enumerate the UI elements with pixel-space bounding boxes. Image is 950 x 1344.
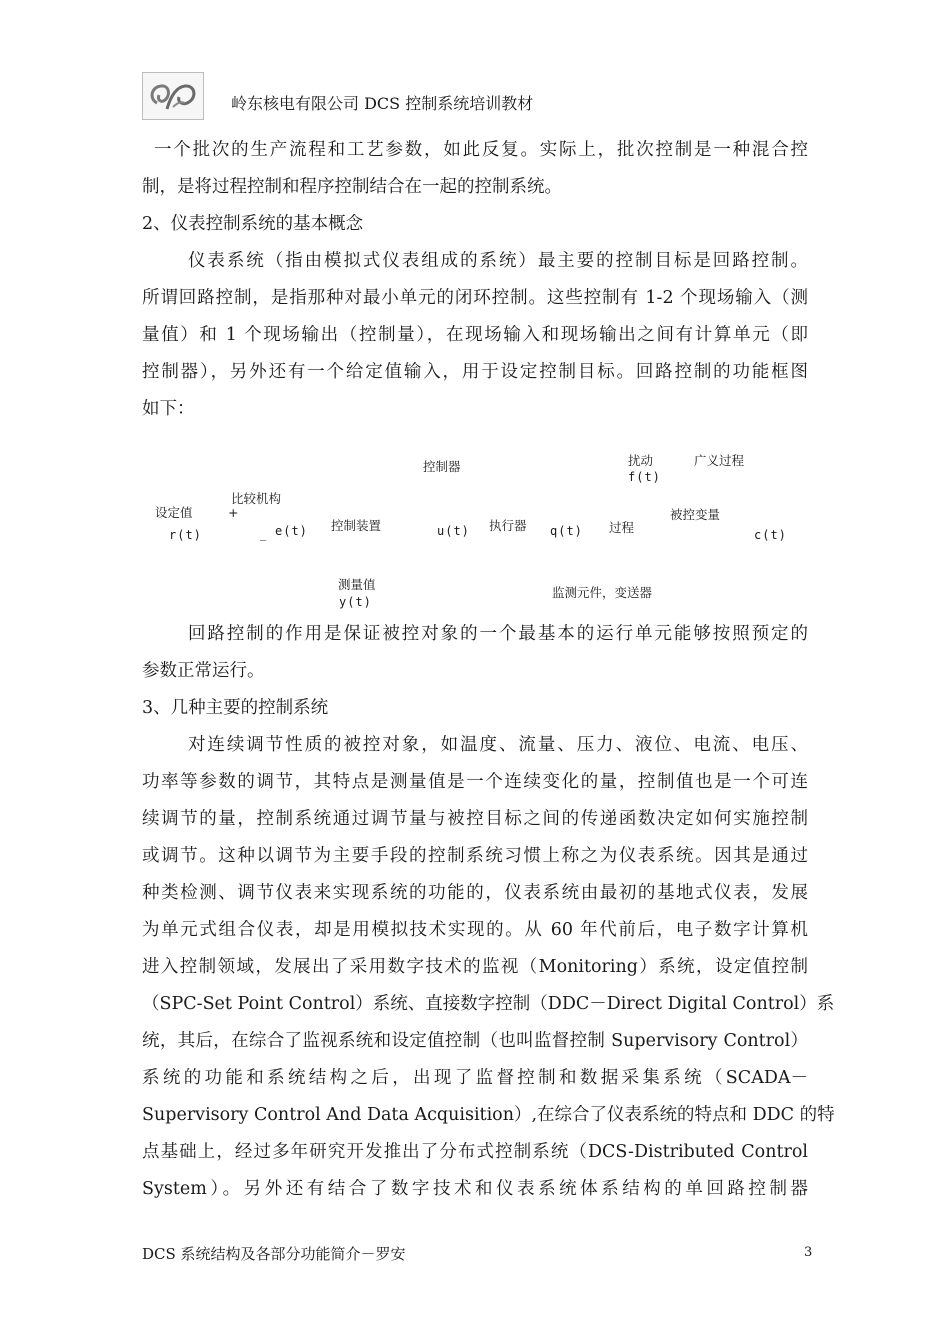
text-line: 所谓回路控制，是指那种对最小单元的闭环控制。这些控制有 1-2 个现场输入（测 <box>142 288 808 308</box>
text-line: 续调节的量，控制系统通过调节量与被控目标之间的传递函数决定如何实施控制 <box>142 809 808 829</box>
text-line: 进入控制领域，发展出了采用数字技术的监视（Monitoring）系统，设定值控制 <box>142 957 808 977</box>
text-line: （SPC-Set Point Control）系统、直接数字控制（DDC－Direct Digital Control）系 <box>142 994 835 1014</box>
text-line: 制，是将过程控制和程序控制结合在一起的控制系统。 <box>142 177 562 197</box>
text-line: 仪表系统（指由模拟式仪表组成的系统）最主要的控制目标是回路控制。 <box>188 251 808 271</box>
header-title: 岭东核电有限公司 DCS 控制系统培训教材 <box>231 94 534 113</box>
section-heading: 2、仪表控制系统的基本概念 <box>142 214 364 234</box>
actuator-label: 执行器 <box>489 518 527 533</box>
plus-sign: + <box>228 505 239 520</box>
company-logo <box>142 72 204 120</box>
text-line: 统，其后，在综合了监视系统和设定值控制（也叫监督控制 Supervisory Control） <box>142 1031 808 1051</box>
text-line: 功率等参数的调节，其特点是测量值是一个连续变化的量，控制值也是一个可连 <box>142 772 808 792</box>
text-line: Supervisory Control And Data Acquisition）,在综合了仪表系统的特点和 DDC 的特 <box>142 1105 835 1125</box>
sensor-transmitter-label: 监测元件，变送器 <box>552 585 653 600</box>
text-line: 系统的功能和系统结构之后，出现了监督控制和数据采集系统（SCADA－ <box>142 1068 808 1088</box>
process-label: 过程 <box>609 520 635 535</box>
section-heading: 3、几种主要的控制系统 <box>142 698 329 718</box>
text-line: 一个批次的生产流程和工艺参数，如此反复。实际上，批次控制是一种混合控 <box>154 140 808 160</box>
measured-value-label: 测量值 <box>338 577 376 592</box>
setpoint-symbol: r(t) <box>169 528 202 542</box>
controlled-variable-label: 被控变量 <box>670 507 721 522</box>
error-symbol: e(t) <box>275 524 308 538</box>
text-line: 如下： <box>142 399 195 419</box>
text-line: 控制器），另外还有一个给定值输入，用于设定控制目标。回路控制的功能框图 <box>142 362 808 382</box>
text-line: 参数正常运行。 <box>142 661 265 681</box>
text-line: 或调节。这种以调节为主要手段的控制系统习惯上称之为仪表系统。因其是通过 <box>142 846 808 866</box>
controller-label: 控制器 <box>423 459 461 474</box>
comparator-label: 比较机构 <box>231 491 282 506</box>
minus-sign: _ <box>260 526 267 541</box>
setpoint-label: 设定值 <box>155 505 193 520</box>
text-line: 种类检测、调节仪表来实现系统的功能的，仪表系统由最初的基地式仪表，发展 <box>142 883 808 903</box>
text-line: 对连续调节性质的被控对象，如温度、流量、压力、液位、电流、电压、 <box>188 735 808 755</box>
control-device-label: 控制装置 <box>331 518 382 533</box>
text-line: 量值）和 1 个现场输出（控制量），在现场输入和现场输出之间有计算单元（即 <box>142 325 808 345</box>
q-symbol: q(t) <box>550 524 583 538</box>
control-loop-diagram <box>142 440 810 620</box>
text-line: 为单元式组合仪表，却是用模拟技术实现的。从 60 年代前后，电子数字计算机 <box>142 920 808 940</box>
page-number: 3 <box>804 1245 813 1260</box>
text-line: System）。另外还有结合了数字技术和仪表系统体系结构的单回路控制器 <box>142 1179 808 1199</box>
generalized-process-label: 广义过程 <box>694 453 745 468</box>
text-line: 回路控制的作用是保证被控对象的一个最基本的运行单元能够按照预定的 <box>188 624 808 644</box>
y-symbol: y(t) <box>339 595 372 609</box>
disturbance-symbol: f(t) <box>628 470 661 484</box>
disturbance-label: 扰动 <box>628 453 654 468</box>
footer-title: DCS 系统结构及各部分功能简介－罗安 <box>142 1245 406 1263</box>
u-symbol: u(t) <box>437 524 470 538</box>
text-line: 点基础上，经过多年研究开发推出了分布式控制系统（DCS-Distributed Control <box>142 1142 808 1162</box>
c-symbol: c(t) <box>754 528 787 542</box>
